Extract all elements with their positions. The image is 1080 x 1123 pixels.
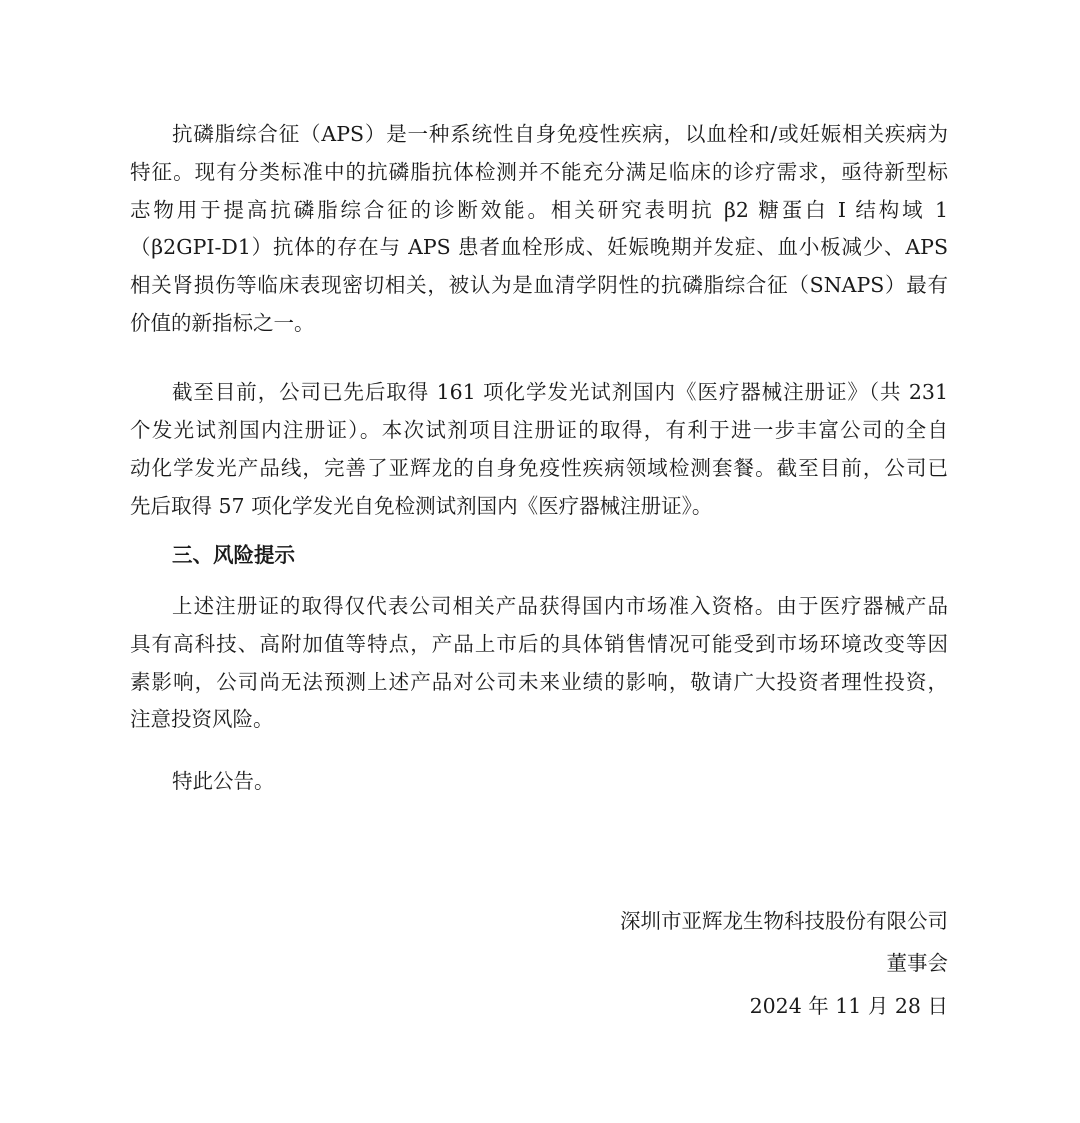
paragraph-3-line-2: 具有高科技、高附加值等特点，产品上市后的具体销售情况可能受到市场环境改变等因	[130, 632, 948, 656]
section-heading: 三、风险提示	[172, 543, 295, 567]
paragraph-2-line-4: 先后取得 57 项化学发光自免检测试剂国内《医疗器械注册证》。	[130, 494, 713, 518]
paragraph-2-line-3: 动化学发光产品线，完善了亚辉龙的自身免疫性疾病领域检测套餐。截至目前，公司已	[130, 456, 948, 480]
signature-date: 2024 年 11 月 28 日	[749, 994, 948, 1018]
signature-board: 董事会	[886, 951, 948, 975]
paragraph-1-line-4: （β2GPI-D1）抗体的存在与 APS 患者血栓形成、妊娠晚期并发症、血小板减少、APS	[130, 235, 948, 259]
paragraph-2-line-2: 个发光试剂国内注册证）。本次试剂项目注册证的取得，有利于进一步丰富公司的全自	[130, 418, 948, 442]
closing-text: 特此公告。	[172, 769, 275, 793]
paragraph-1-line-1: 抗磷脂综合征（APS）是一种系统性自身免疫性疾病，以血栓和/或妊娠相关疾病为	[172, 122, 948, 146]
paragraph-3-line-3: 素影响，公司尚无法预测上述产品对公司未来业绩的影响，敬请广大投资者理性投资，	[130, 670, 948, 694]
paragraph-1-line-2: 特征。现有分类标准中的抗磷脂抗体检测并不能充分满足临床的诊疗需求，亟待新型标	[130, 160, 948, 184]
signature-company: 深圳市亚辉龙生物科技股份有限公司	[620, 909, 948, 933]
paragraph-1-line-5: 相关肾损伤等临床表现密切相关，被认为是血清学阴性的抗磷脂综合征（SNAPS）最有	[130, 273, 948, 297]
paragraph-3-line-4: 注意投资风险。	[130, 707, 274, 731]
paragraph-2-line-1: 截至目前，公司已先后取得 161 项化学发光试剂国内《医疗器械注册证》（共 231	[172, 380, 948, 404]
paragraph-1-line-3: 志物用于提高抗磷脂综合征的诊断效能。相关研究表明抗 β2 糖蛋白 I 结构域 1	[130, 198, 948, 222]
paragraph-3-line-1: 上述注册证的取得仅代表公司相关产品获得国内市场准入资格。由于医疗器械产品	[172, 594, 948, 618]
paragraph-1-line-6: 价值的新指标之一。	[130, 311, 315, 335]
